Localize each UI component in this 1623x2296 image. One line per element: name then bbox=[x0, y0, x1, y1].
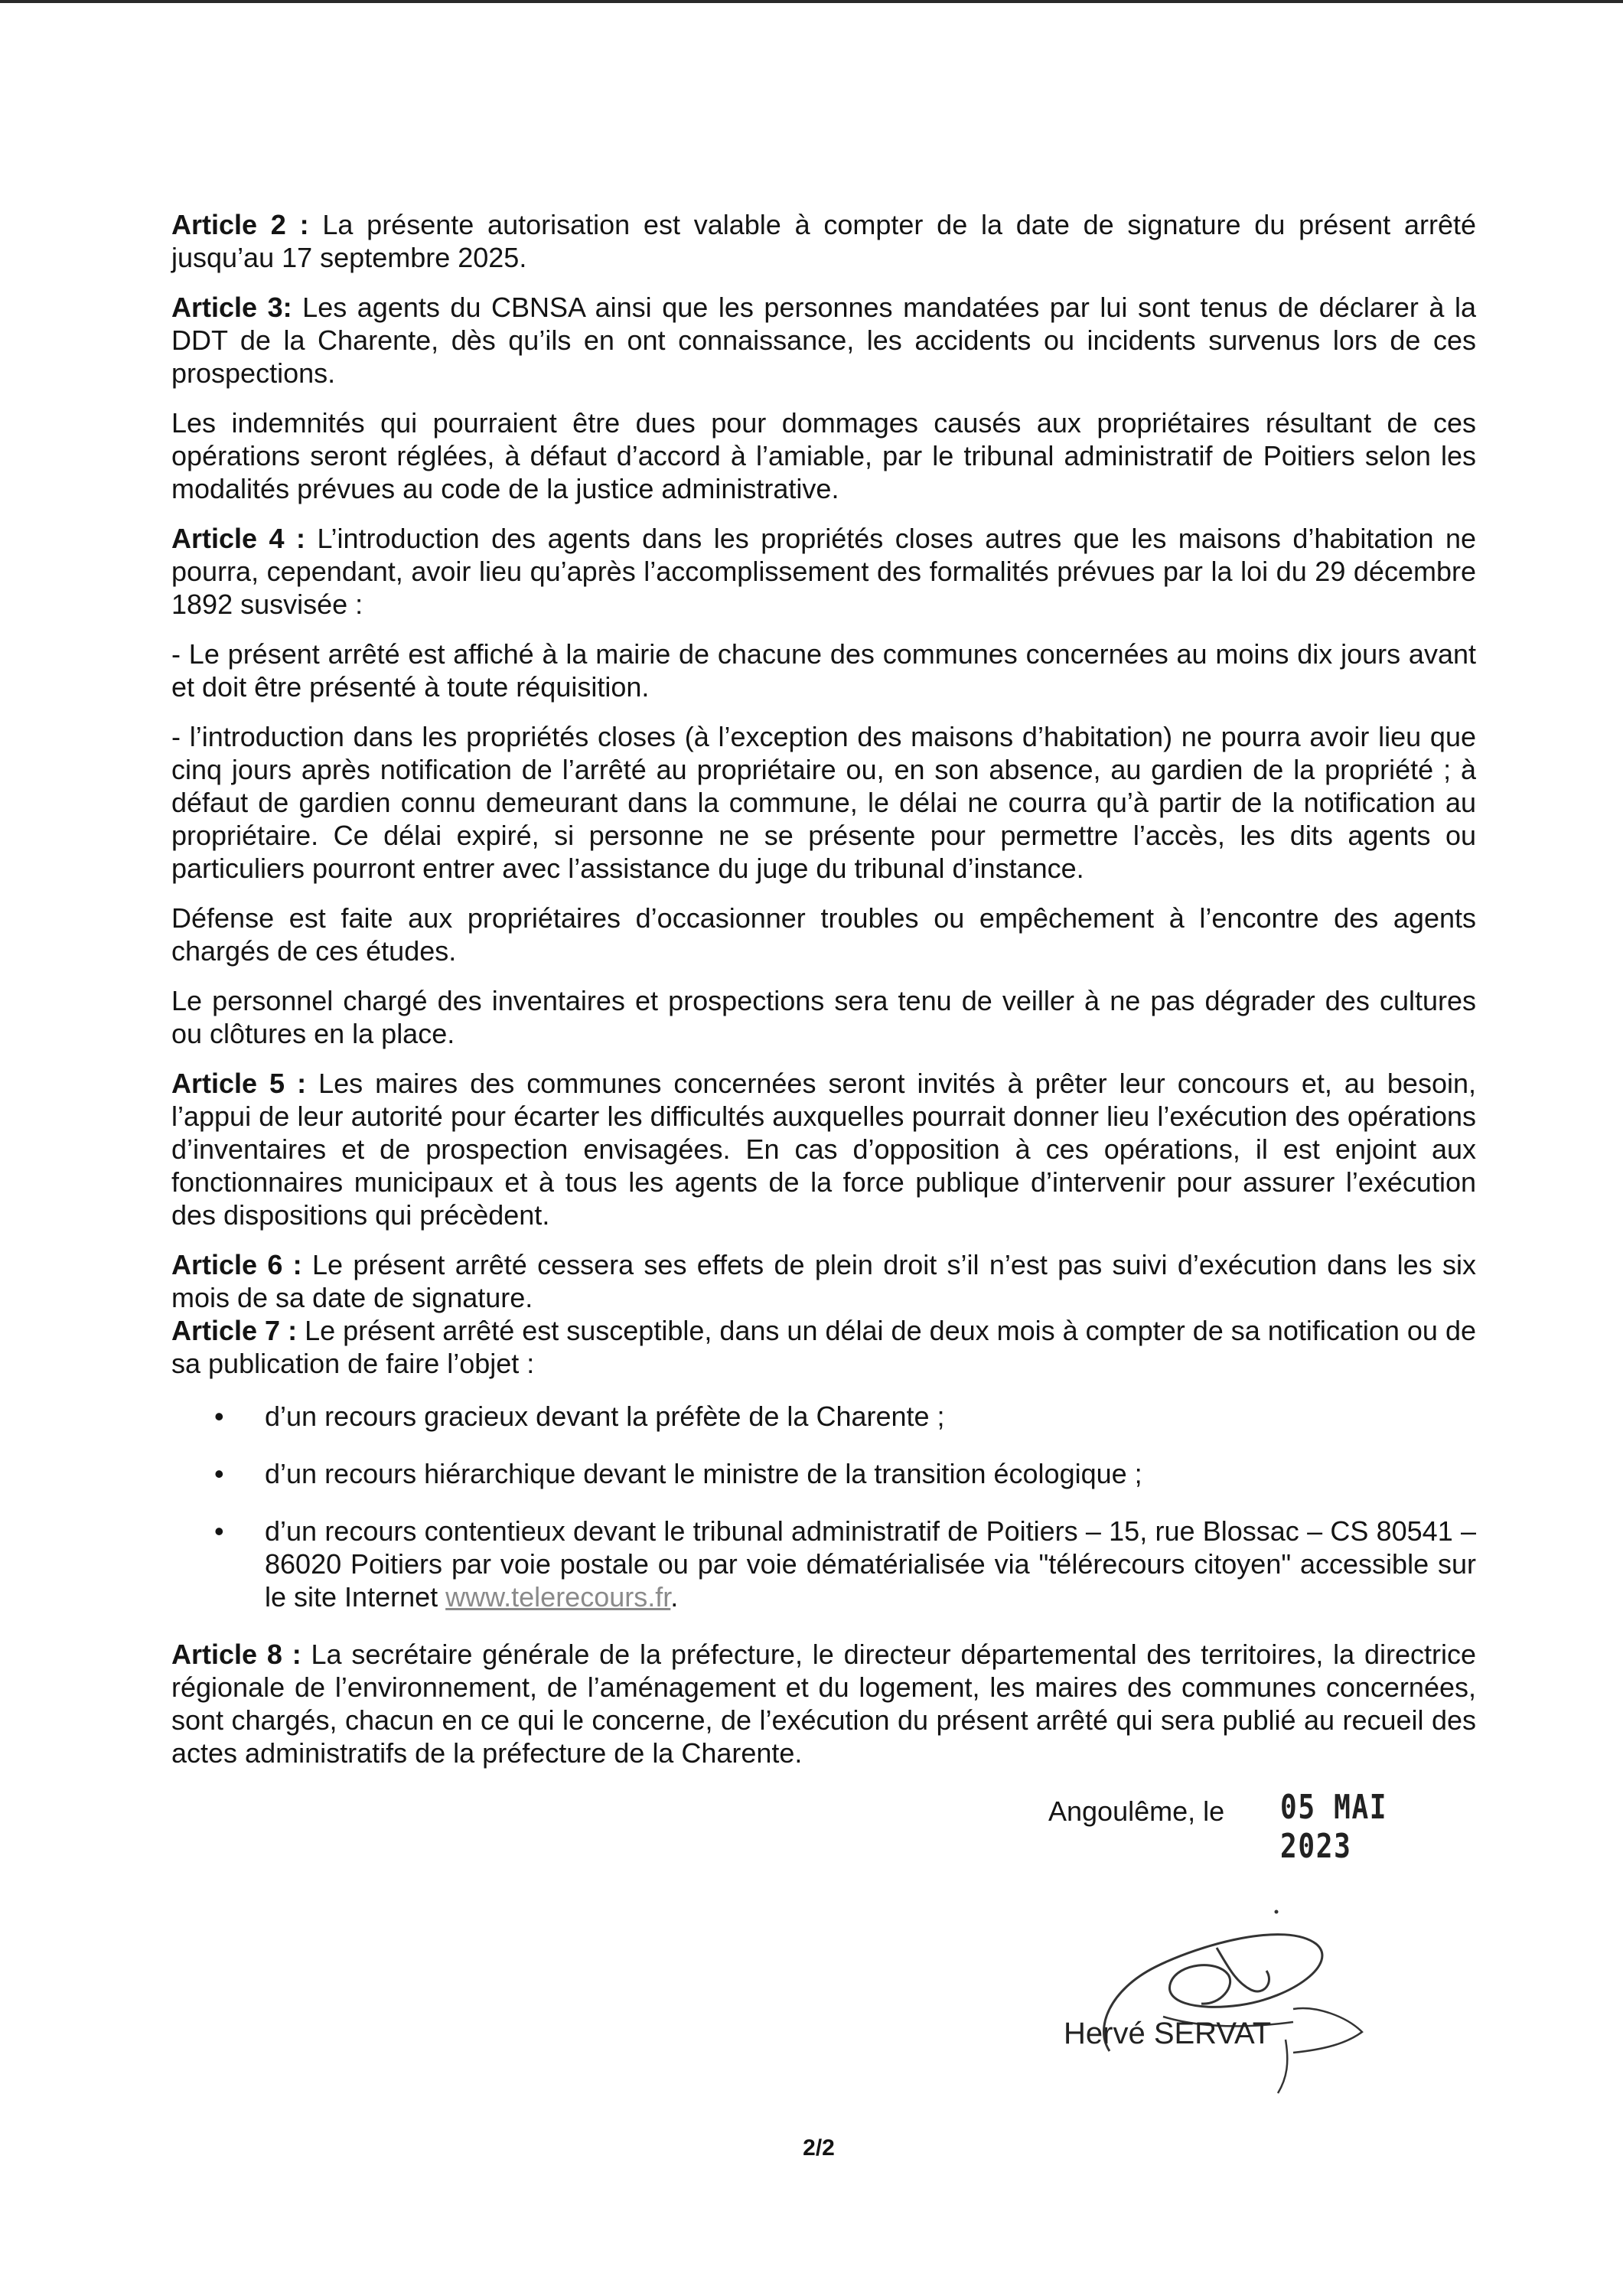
article-4-personnel: Le personnel chargé des inventaires et prospections sera tenu de veiller à ne pas dégrader des cultures ou clôtures en la place. bbox=[171, 985, 1476, 1049]
handwritten-signature-icon bbox=[1064, 1875, 1385, 2097]
article-4 bbox=[171, 522, 1476, 621]
article-8 bbox=[171, 1638, 1476, 1769]
article-4-item-2: - l’introduction dans les propriétés closes (à l’exception des maisons d’habitation) ne pourra avoir lieu que cinq jours après notification de l’arrêté au propriétaire ou, en son absence, au gardien de la propriété ; à défaut de gardien connu demeurant dans la commune, le délai ne courra qu’à partir de la notification au propriétaire. Ce délai expiré, si personne ne se présente pour permettre l’accès, les dits agents ou particuliers pourront entrer avec l’assistance du juge du tribunal d’instance. bbox=[171, 721, 1476, 884]
article-3-label: Article 3: bbox=[171, 292, 292, 323]
telerecours-link[interactable]: www.telerecours.fr bbox=[445, 1581, 671, 1613]
article-3-text: Les agents du CBNSA ainsi que les personnes mandatées par lui sont tenus de déclarer à la DDT de la Charente, dès qu’ils en ont connaissance, les accidents ou incidents survenus lors de ces prospections. bbox=[171, 292, 1477, 389]
signer-name: Hervé SERVAT bbox=[1064, 2017, 1272, 2050]
article-4-defense: Défense est faite aux propriétaires d’occasionner troubles ou empêchement à l’encontre des agents chargés de ces études. bbox=[171, 902, 1476, 967]
signature-place: Angoulême, le bbox=[1048, 1795, 1225, 1827]
article-4-text: L’introduction des agents dans les propriétés closes autres que les maisons d’habitation ne pourra, cependant, avoir lieu qu’après l’accomplissement des formalités prévues par la loi du 29 décembre 1892 susvisée : bbox=[171, 523, 1476, 620]
signature-block bbox=[1064, 1875, 1385, 2097]
list-item bbox=[171, 1457, 1476, 1490]
page-number: 2/2 bbox=[803, 2135, 835, 2161]
article-2 bbox=[171, 208, 1476, 274]
scan-edge bbox=[0, 0, 1623, 3]
article-3-indemnites: Les indemnités qui pourraient être dues pour dommages causés aux propriétaires résultant de ces opérations seront réglées, à défaut d’accord à l’amiable, par le tribunal administratif de Poitiers selon les modalités prévues au code de la justice administrative. bbox=[171, 407, 1476, 504]
recourse-list bbox=[171, 1400, 1476, 1613]
article-3 bbox=[171, 291, 1476, 390]
recours-contentieux: d’un recours contentieux devant le tribunal administratif de Poitiers – 15, rue Blossac – CS 80541 – 86020 Poitiers par voie postale ou par voie dématérialisée via "télérecours citoyen" accessible sur le site Internet bbox=[265, 1515, 1476, 1613]
signature-date-line bbox=[1048, 1788, 1477, 1866]
article-8-text: La secrétaire générale de la préfecture, le directeur départemental des territoires, la directrice régionale de l’environnement, de l’aménagement et du logement, les maires des communes concernées, sont chargés, chacun en ce qui le concerne, de l’exécution du présent arrêté qui sera publié au recueil des actes administratifs de la préfecture de la Charente. bbox=[171, 1639, 1477, 1769]
article-4-item-1: - Le présent arrêté est affiché à la mairie de chacune des communes concernées au moins dix jours avant et doit être présenté à toute réquisition. bbox=[171, 638, 1476, 703]
article-5-text: Les maires des communes concernées seront invités à prêter leur concours et, au besoin, l’appui de leur autorité pour écarter les difficultés auxquelles pourrait donner lieu l’exécution des opérations d’inventaires et de prospection envisagées. En cas d’opposition à ces opérations, il est enjoint aux fonctionnaires municipaux et à tous les agents de la force publique d’intervenir pour assurer l’exécution des dispositions qui précèdent. bbox=[171, 1068, 1476, 1231]
article-6 bbox=[171, 1248, 1476, 1314]
bullet-icon: • bbox=[214, 1458, 224, 1489]
article-2-text: La présente autorisation est valable à compter de la date de signature du présent arrêté jusqu’au 17 septembre 2025. bbox=[171, 209, 1476, 273]
recours-gracieux: d’un recours gracieux devant la préfète de la Charente ; bbox=[265, 1401, 945, 1432]
article-6-label: Article 6 : bbox=[171, 1249, 302, 1280]
bullet-icon: • bbox=[214, 1401, 224, 1432]
list-item bbox=[171, 1400, 1476, 1433]
article-4-label: Article 4 : bbox=[171, 523, 305, 554]
bullet-icon: • bbox=[214, 1515, 224, 1547]
recours-hierarchique: d’un recours hiérarchique devant le ministre de la transition écologique ; bbox=[265, 1458, 1142, 1489]
recours-contentieux-end: . bbox=[670, 1581, 679, 1613]
article-6-text: Le présent arrêté cessera ses effets de plein droit s’il n’est pas suivi d’exécution dans les six mois de sa date de signature. bbox=[171, 1249, 1476, 1313]
article-8-label: Article 8 : bbox=[171, 1639, 301, 1670]
article-5-label: Article 5 : bbox=[171, 1068, 307, 1099]
article-2-label: Article 2 : bbox=[171, 209, 309, 240]
article-5 bbox=[171, 1067, 1476, 1231]
article-7 bbox=[171, 1314, 1476, 1380]
article-7-label: Article 7 : bbox=[171, 1315, 298, 1346]
list-item bbox=[171, 1515, 1476, 1613]
date-stamp: 05 MAI 2023 bbox=[1280, 1788, 1388, 1866]
document-body bbox=[171, 208, 1476, 1786]
article-7-text: Le présent arrêté est susceptible, dans un délai de deux mois à compter de sa notification ou de sa publication de faire l’objet : bbox=[171, 1315, 1476, 1379]
